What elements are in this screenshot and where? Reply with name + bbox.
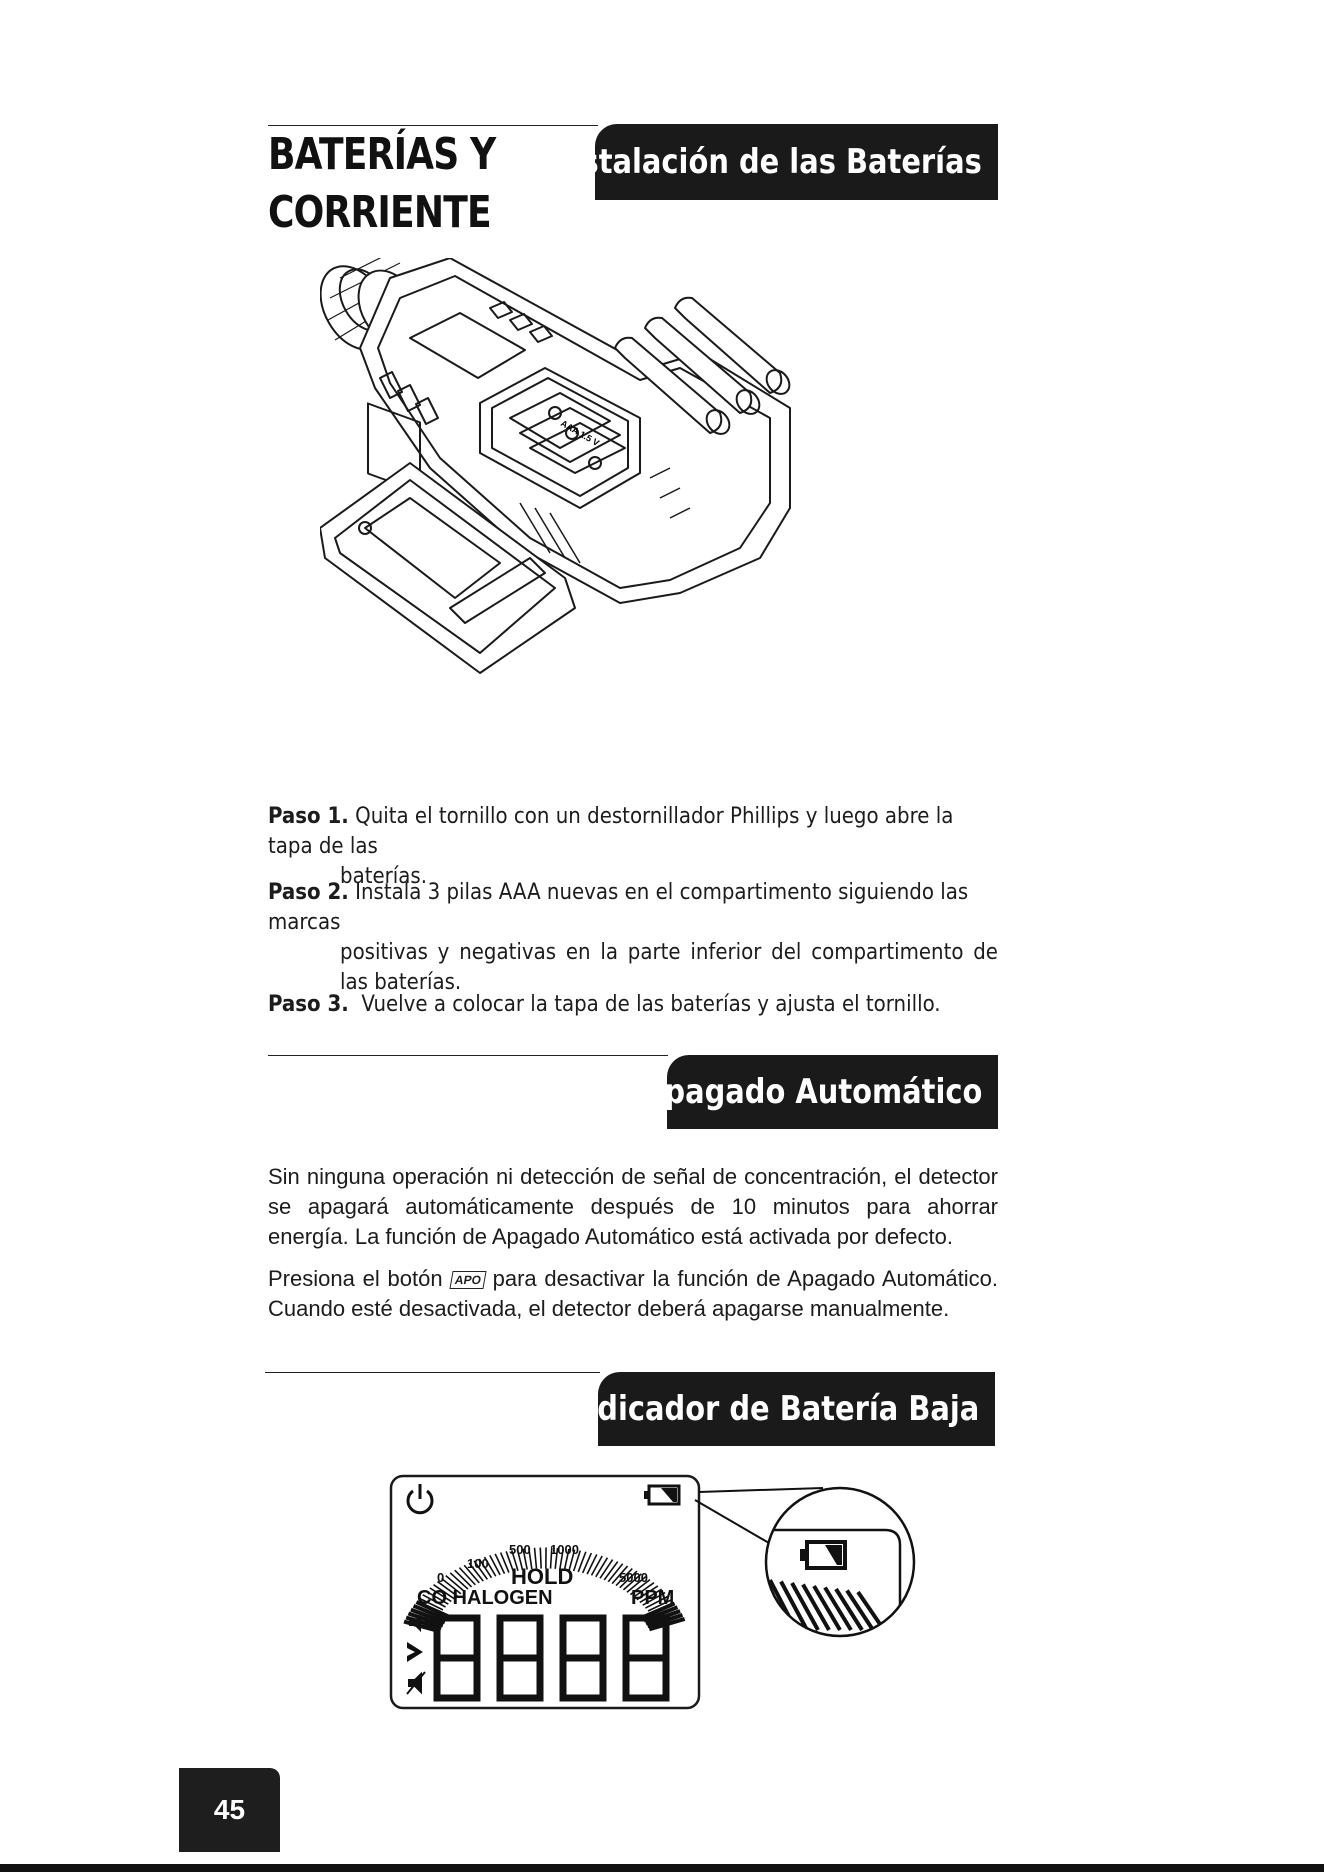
battery-installation-illustration <box>320 258 940 773</box>
step-3-label: Paso 3. <box>268 992 349 1017</box>
p2-before: Presiona el botón <box>268 1266 443 1291</box>
lcd-digits-text: 8888 <box>385 1470 388 1471</box>
apo-button-icon: APO <box>449 1271 486 1289</box>
step-3 <box>268 990 998 1020</box>
scale-1000: 1000 <box>550 1542 579 1557</box>
hold-label: HOLD <box>511 1564 574 1589</box>
scale-0: 0 <box>437 1570 445 1585</box>
step-2 <box>268 878 998 998</box>
step-2-cont: positivas y negativas en la parte inferior del compartimento de las baterías. <box>340 940 998 995</box>
auto-off-paragraph-1: Sin ninguna operación ni detección de señal de concentración, el detector se apagará automáticamente después de 10 minutos para ahorrar energía. La función de Apagado Automático está activada por defecto. <box>268 1164 998 1249</box>
battery-low-icon <box>644 1486 679 1504</box>
title-line-1: BATERÍAS Y <box>268 129 496 180</box>
title-line-2: CORRIENTE <box>268 187 491 238</box>
step-3-text: Vuelve a colocar la tapa de las baterías y ajusta el tornillo. <box>361 992 941 1017</box>
mode-label: CO HALOGEN <box>417 1587 553 1609</box>
heading-installation: Instalación de las Baterías <box>595 124 998 200</box>
auto-off-rule <box>268 1055 668 1056</box>
step-2-label: Paso 2. <box>268 880 349 905</box>
scale-5000: 5000 <box>619 1570 648 1585</box>
page-number: 45 <box>179 1768 280 1852</box>
scale-100: 100 <box>467 1556 489 1571</box>
battery-zoom-callout <box>766 1488 914 1640</box>
unit-label: PPM <box>631 1587 675 1609</box>
step-1-text: Quita el tornillo con un destornillador Phillips y luego abre la tapa de las <box>268 804 954 859</box>
heading-auto-off: Apagado Automático <box>667 1055 998 1129</box>
battery-marking: AAA 1.5 V <box>559 418 601 449</box>
heading-low-battery: Indicador de Batería Baja <box>598 1372 995 1446</box>
step-1-cont: baterías. <box>340 864 427 889</box>
step-1-label: Paso 1. <box>268 804 349 829</box>
auto-off-paragraph-2 <box>268 1264 998 1324</box>
lcd-display-illustration <box>385 1470 925 1720</box>
step-2-text: Instala 3 pilas AAA nuevas en el compartimento siguiendo las marcas <box>268 880 969 935</box>
bottom-bar <box>0 1864 1324 1872</box>
page-title <box>268 126 514 242</box>
low-battery-rule <box>265 1372 600 1373</box>
scale-500: 500 <box>509 1542 531 1557</box>
p2-after: para desactivar la función de Apagado Automático. Cuando esté desactivada, el detector deberá apagarse manualmente. <box>268 1266 998 1321</box>
